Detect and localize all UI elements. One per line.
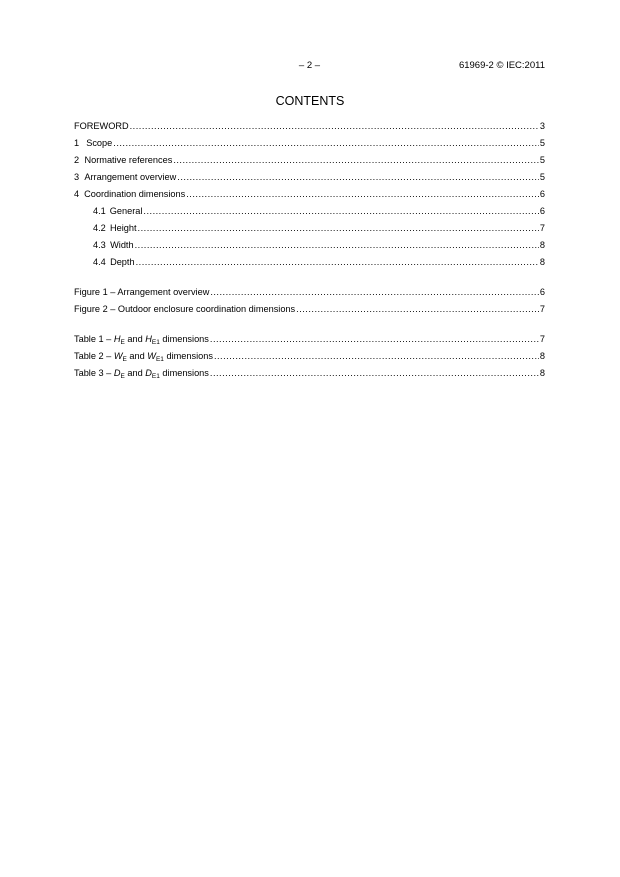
toc-entry-label: Scope bbox=[86, 138, 113, 148]
leader-dots bbox=[214, 348, 539, 365]
table-conjunction: and bbox=[124, 334, 146, 344]
leader-dots bbox=[296, 301, 539, 318]
table-variable: H bbox=[113, 334, 121, 344]
toc-entry-label: Figure 2 – Outdoor enclosure coordination dimensions bbox=[74, 304, 296, 314]
toc-entry-general[interactable] bbox=[74, 203, 545, 220]
toc-entry-page: 8 bbox=[539, 351, 545, 361]
section-gap bbox=[74, 271, 545, 284]
table-subscript: E1 bbox=[151, 373, 160, 380]
page-number: – 2 – bbox=[298, 60, 321, 71]
section-gap bbox=[74, 318, 545, 331]
leader-dots bbox=[136, 254, 539, 271]
table-variable: H bbox=[145, 334, 152, 344]
toc-entry-label: Height bbox=[109, 223, 137, 233]
leader-dots bbox=[177, 169, 539, 186]
table-suffix: dimensions bbox=[159, 368, 209, 378]
toc-entry-arrangement-overview[interactable] bbox=[74, 169, 545, 186]
toc-entry-label: Normative references bbox=[84, 155, 173, 165]
toc-entry-page: 7 bbox=[539, 304, 545, 314]
toc-entry-page: 5 bbox=[539, 172, 545, 182]
leader-dots bbox=[186, 186, 539, 203]
table-subscript: E bbox=[122, 356, 127, 363]
toc-entry-page: 8 bbox=[539, 257, 545, 267]
contents-title: CONTENTS bbox=[275, 94, 345, 108]
toc-entry-number: 2 bbox=[74, 155, 80, 165]
toc-entry-number: 3 bbox=[74, 172, 80, 182]
toc-entry-foreword[interactable] bbox=[74, 118, 545, 135]
leader-dots bbox=[210, 284, 539, 301]
toc-entry-label bbox=[74, 348, 213, 365]
toc-entry-figure-1[interactable] bbox=[74, 284, 545, 301]
toc-entry-label bbox=[74, 365, 209, 382]
toc-entry-table-2[interactable] bbox=[74, 348, 545, 365]
toc-entry-label: Depth bbox=[110, 257, 135, 267]
toc-entry-normative-references[interactable] bbox=[74, 152, 545, 169]
leader-dots bbox=[138, 220, 539, 237]
table-variable: W bbox=[113, 351, 123, 361]
leader-dots bbox=[135, 237, 539, 254]
toc-entry-page: 7 bbox=[539, 334, 545, 344]
toc-entry-label: FOREWORD bbox=[74, 121, 129, 131]
toc-entry-label: General bbox=[109, 206, 143, 216]
toc-entry-table-1[interactable] bbox=[74, 331, 545, 348]
table-subscript: E bbox=[120, 339, 125, 346]
page-header bbox=[74, 60, 545, 74]
leader-dots bbox=[210, 331, 539, 348]
table-subscript: E bbox=[120, 373, 125, 380]
toc-entry-page: 5 bbox=[539, 138, 545, 148]
toc-entry-figure-2[interactable] bbox=[74, 301, 545, 318]
toc-entry-page: 6 bbox=[539, 287, 545, 297]
toc-entry-number: 4.4 bbox=[93, 257, 106, 267]
table-prefix: Table 1 – bbox=[74, 334, 114, 344]
table-variable: D bbox=[145, 368, 152, 378]
leader-dots bbox=[143, 203, 538, 220]
table-prefix: Table 3 – bbox=[74, 368, 114, 378]
table-prefix: Table 2 – bbox=[74, 351, 114, 361]
toc-entry-page: 7 bbox=[539, 223, 545, 233]
leader-dots bbox=[113, 135, 539, 152]
toc-entry-width[interactable] bbox=[74, 237, 545, 254]
toc-entry-number: 4.2 bbox=[93, 223, 106, 233]
toc-entry-table-3[interactable] bbox=[74, 365, 545, 382]
leader-dots bbox=[130, 118, 539, 135]
document-id: 61969-2 © IEC:2011 bbox=[458, 60, 545, 71]
toc-entry-depth[interactable] bbox=[74, 254, 545, 271]
toc-entry-coordination-dimensions[interactable] bbox=[74, 186, 545, 203]
toc-entry-label: Coordination dimensions bbox=[84, 189, 186, 199]
toc-entry-page: 3 bbox=[539, 121, 545, 131]
leader-dots bbox=[173, 152, 539, 169]
toc-entry-number: 4.3 bbox=[93, 240, 106, 250]
table-subscript: E1 bbox=[151, 339, 160, 346]
toc-entry-page: 8 bbox=[539, 368, 545, 378]
leader-dots bbox=[210, 365, 539, 382]
table-conjunction: and bbox=[126, 351, 148, 361]
toc-entry-page: 8 bbox=[539, 240, 545, 250]
toc-entry-label: Arrangement overview bbox=[84, 172, 177, 182]
toc-entry-number: 4.1 bbox=[93, 206, 106, 216]
table-variable: D bbox=[113, 368, 121, 378]
table-subscript: E1 bbox=[155, 356, 164, 363]
toc-entry-scope[interactable] bbox=[74, 135, 545, 152]
toc-entry-number: 4 bbox=[74, 189, 80, 199]
table-suffix: dimensions bbox=[163, 351, 213, 361]
toc-entry-height[interactable] bbox=[74, 220, 545, 237]
toc-entry-label bbox=[74, 331, 209, 348]
toc-entry-label: Figure 1 – Arrangement overview bbox=[74, 287, 210, 297]
table-suffix: dimensions bbox=[159, 334, 209, 344]
toc-entry-label: Width bbox=[110, 240, 134, 250]
table-of-contents bbox=[74, 118, 545, 382]
table-conjunction: and bbox=[124, 368, 146, 378]
toc-entry-page: 5 bbox=[539, 155, 545, 165]
toc-entry-page: 6 bbox=[539, 189, 545, 199]
toc-entry-number: 1 bbox=[74, 138, 80, 148]
toc-entry-page: 6 bbox=[539, 206, 545, 216]
table-variable: W bbox=[147, 351, 156, 361]
